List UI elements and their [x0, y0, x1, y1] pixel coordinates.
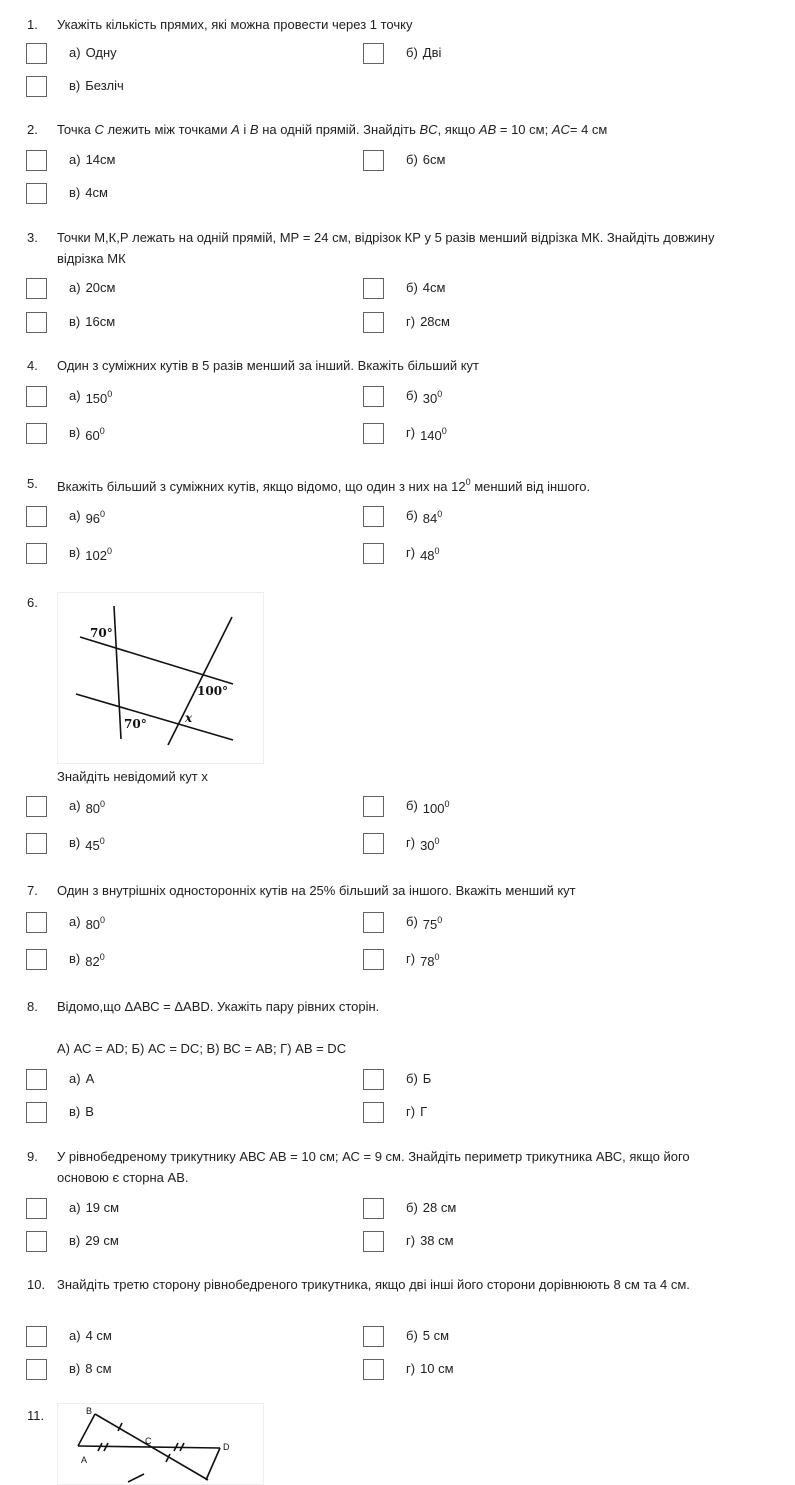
question-number: 4.	[27, 358, 38, 373]
checkbox[interactable]	[363, 423, 384, 444]
checkbox[interactable]	[26, 796, 47, 817]
checkbox[interactable]	[363, 1231, 384, 1252]
checkbox[interactable]	[26, 912, 47, 933]
checkbox[interactable]	[363, 949, 384, 970]
question-text: Точка C лежить між точками A і B на одній прямій. Знайдіть BC, якщо AB = 10 см; AC= 4 см	[57, 122, 608, 137]
checkbox[interactable]	[26, 183, 47, 204]
checkbox[interactable]	[363, 543, 384, 564]
question-text: У рівнобедреному трикутнику АВС АВ = 10 см; АС = 9 см. Знайдіть периметр трикутника АВС, якщо його основою є сторна АВ.	[57, 1149, 690, 1185]
vertex-label: B	[86, 1406, 93, 1416]
question-number: 9.	[27, 1149, 38, 1164]
checkbox[interactable]	[26, 833, 47, 854]
checkbox[interactable]	[363, 912, 384, 933]
checkbox[interactable]	[26, 1102, 47, 1123]
question-text: Укажіть кількість прямих, які можна провести через 1 точку	[57, 17, 413, 32]
checkbox[interactable]	[363, 1359, 384, 1380]
angle-label: 100°	[197, 684, 229, 698]
checkbox[interactable]	[26, 76, 47, 97]
question-number: 2.	[27, 122, 38, 137]
figure-drawing	[58, 1404, 263, 1484]
question-number: 5.	[27, 476, 38, 491]
checkbox[interactable]	[363, 1326, 384, 1347]
question-text: Вкажіть більший з суміжних кутів, якщо відомо, що один з них на $12^0$ менший від іншого.	[57, 477, 591, 494]
checkbox[interactable]	[363, 796, 384, 817]
checkbox[interactable]	[26, 278, 47, 299]
question-number: 8.	[27, 999, 38, 1014]
question-text: Один з внутрішніх односторонніх кутів на 25% більший за іншого. Вкажіть менший кут	[57, 883, 576, 898]
checkbox[interactable]	[363, 833, 384, 854]
checkbox[interactable]	[26, 1231, 47, 1252]
question-number: 7.	[27, 883, 38, 898]
checkbox[interactable]	[26, 1198, 47, 1219]
answer-key-text: А) АС = АD; Б) АС = DС; В) ВС = АВ; Г) АВ = DС	[57, 1041, 347, 1056]
question-number: 11.	[27, 1408, 45, 1423]
angle-label: 70°	[90, 626, 113, 640]
question-text: Один з суміжних кутів в 5 разів менший за інший. Вкажіть більший кут	[57, 358, 479, 373]
checkbox[interactable]	[363, 506, 384, 527]
vertex-label: C	[145, 1436, 152, 1446]
checkbox[interactable]	[26, 1359, 47, 1380]
checkbox[interactable]	[363, 1102, 384, 1123]
checkbox[interactable]	[363, 1198, 384, 1219]
checkbox[interactable]	[26, 43, 47, 64]
question-number: 6.	[27, 595, 38, 610]
question-text: Знайдіть невідомий кут х	[57, 769, 208, 784]
parallel-lines-figure	[57, 592, 264, 764]
checkbox[interactable]	[26, 386, 47, 407]
checkbox[interactable]	[26, 543, 47, 564]
checkbox[interactable]	[26, 506, 47, 527]
checkbox[interactable]	[26, 1069, 47, 1090]
checkbox[interactable]	[363, 1069, 384, 1090]
checkbox[interactable]	[363, 386, 384, 407]
question-number: 3.	[27, 230, 38, 245]
checkbox[interactable]	[26, 1326, 47, 1347]
checkbox[interactable]	[363, 43, 384, 64]
checkbox[interactable]	[363, 278, 384, 299]
checkbox[interactable]	[363, 150, 384, 171]
question-text: Знайдіть третю сторону рівнобедреного трикутника, якщо дві інші його сторони дорівнюють 8 см та 4 см.	[57, 1277, 690, 1292]
question-number: 1.	[27, 17, 38, 32]
question-text: Відомо,що ΔАВС = ΔАВD. Укажіть пару рівних сторін.	[57, 999, 380, 1014]
figure-drawing	[58, 593, 263, 763]
angle-label-x: x	[185, 711, 193, 725]
checkbox[interactable]	[26, 423, 47, 444]
checkbox[interactable]	[26, 150, 47, 171]
checkbox[interactable]	[26, 312, 47, 333]
question-number: 10.	[27, 1277, 46, 1292]
checkbox[interactable]	[363, 312, 384, 333]
vertex-label: A	[81, 1455, 88, 1465]
angle-label: 70°	[124, 717, 147, 731]
vertex-label: D	[223, 1442, 230, 1452]
triangles-figure	[57, 1403, 264, 1485]
checkbox[interactable]	[26, 949, 47, 970]
question-text: Точки М,К,Р лежать на одній прямій, МР = 24 см, відрізок КР у 5 разів менший відрізка МК. Знайдіть довжину відрізка МК	[57, 230, 715, 266]
